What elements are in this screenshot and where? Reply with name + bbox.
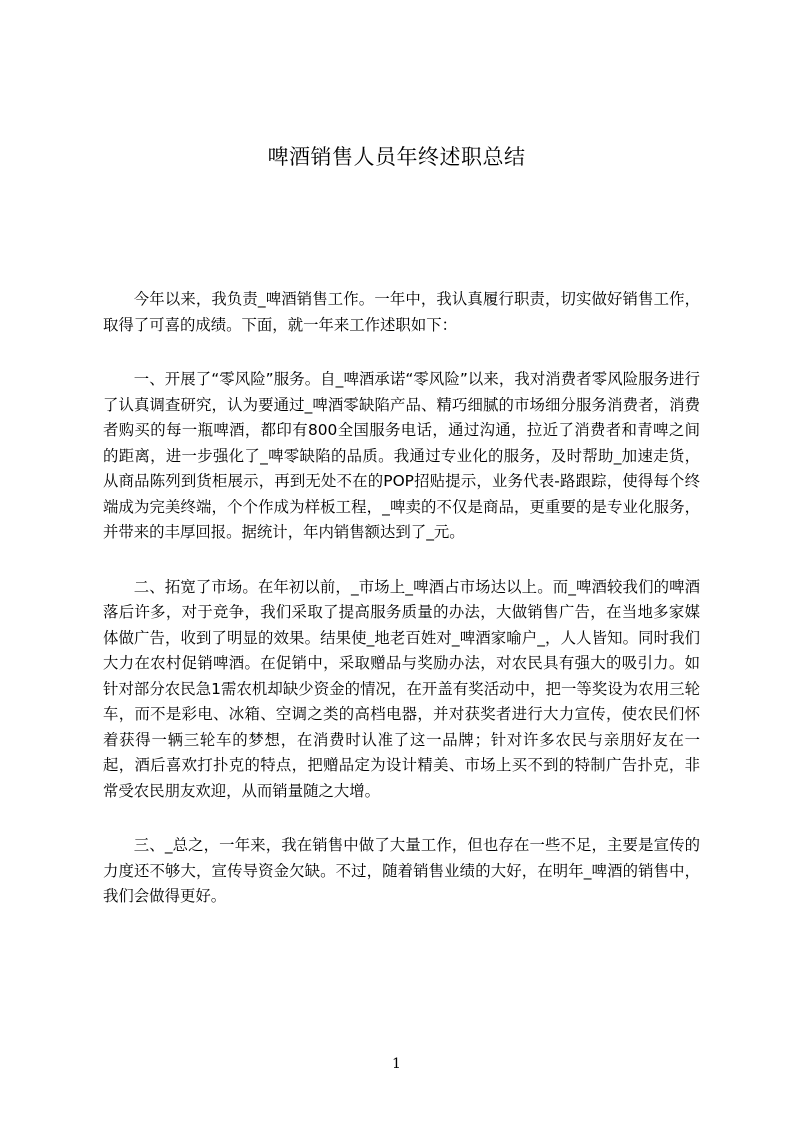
section-three-paragraph: 三、_总之，一年来，我在销售中做了大量工作，但也存在一些不足，主要是宣传的力度还不够大，宣传导资金欠缺。不过，随着销售业绩的大好，在明年_啤酒的销售中，我们会做得更好。 [103,836,700,905]
document-title: 啤酒销售人员年终述职总结 [267,145,526,169]
document-body [103,287,700,939]
intro-paragraph: 今年以来，我负责_啤酒销售工作。一年中，我认真履行职责，切实做好销售工作，取得了可喜的成绩。下面，就一年来工作述职如下： [103,290,700,334]
section-two-paragraph: 二、拓宽了市场。在年初以前，_市场上_啤酒占市场达以上。而_啤酒较我们的啤酒落后许多，对于竞争，我们采取了提高服务质量的办法，大做销售广告，在当地多家媒体做广告，收到了明显的效果。结果使_地老百姓对_啤酒家喻户_，人人皆知。同时我们大力在农村促销啤酒。在促销中，采取赠品与奖励办法，对农民具有强大的吸引力。如针对部分农民急1需农机却缺少资金的情况，在开盖有奖活动中，把一等奖设为农用三轮车，而不是彩电、冰箱、空调之类的高档电器，并对获奖者进行大力宣传，使农民们怀着获得一辆三轮车的梦想，在消费时认准了这一品牌；针对许多农民与亲朋好友在一起，酒后喜欢打扑克的特点，把赠品定为设计精美、市场上买不到的特制广告扑克，非常受农民朋友欢迎，从而销量随之大增。 [103,577,700,800]
section-one-paragraph: 一、开展了“零风险”服务。自_啤酒承诺“零风险”以来，我对消费者零风险服务进行了认真调查研究，认为要通过_啤酒零缺陷产品、精巧细腻的市场细分服务消费者，消费者购买的每一瓶啤酒，都印有800全国服务电话，通过沟通，拉近了消费者和青啤之间的距离，进一步强化了_啤零缺陷的品质。我通过专业化的服务，及时帮助_加速走货，从商品陈列到货柜展示，再到无处不在的POP招贴提示，业务代表-路跟踪，使得每个终端成为完美终端，个个作成为样板工程，_啤卖的不仅是商品，更重要的是专业化服务，并带来的丰厚回报。据统计，年内销售额达到了_元。 [103,370,700,541]
page-number: 1 [392,1056,401,1072]
